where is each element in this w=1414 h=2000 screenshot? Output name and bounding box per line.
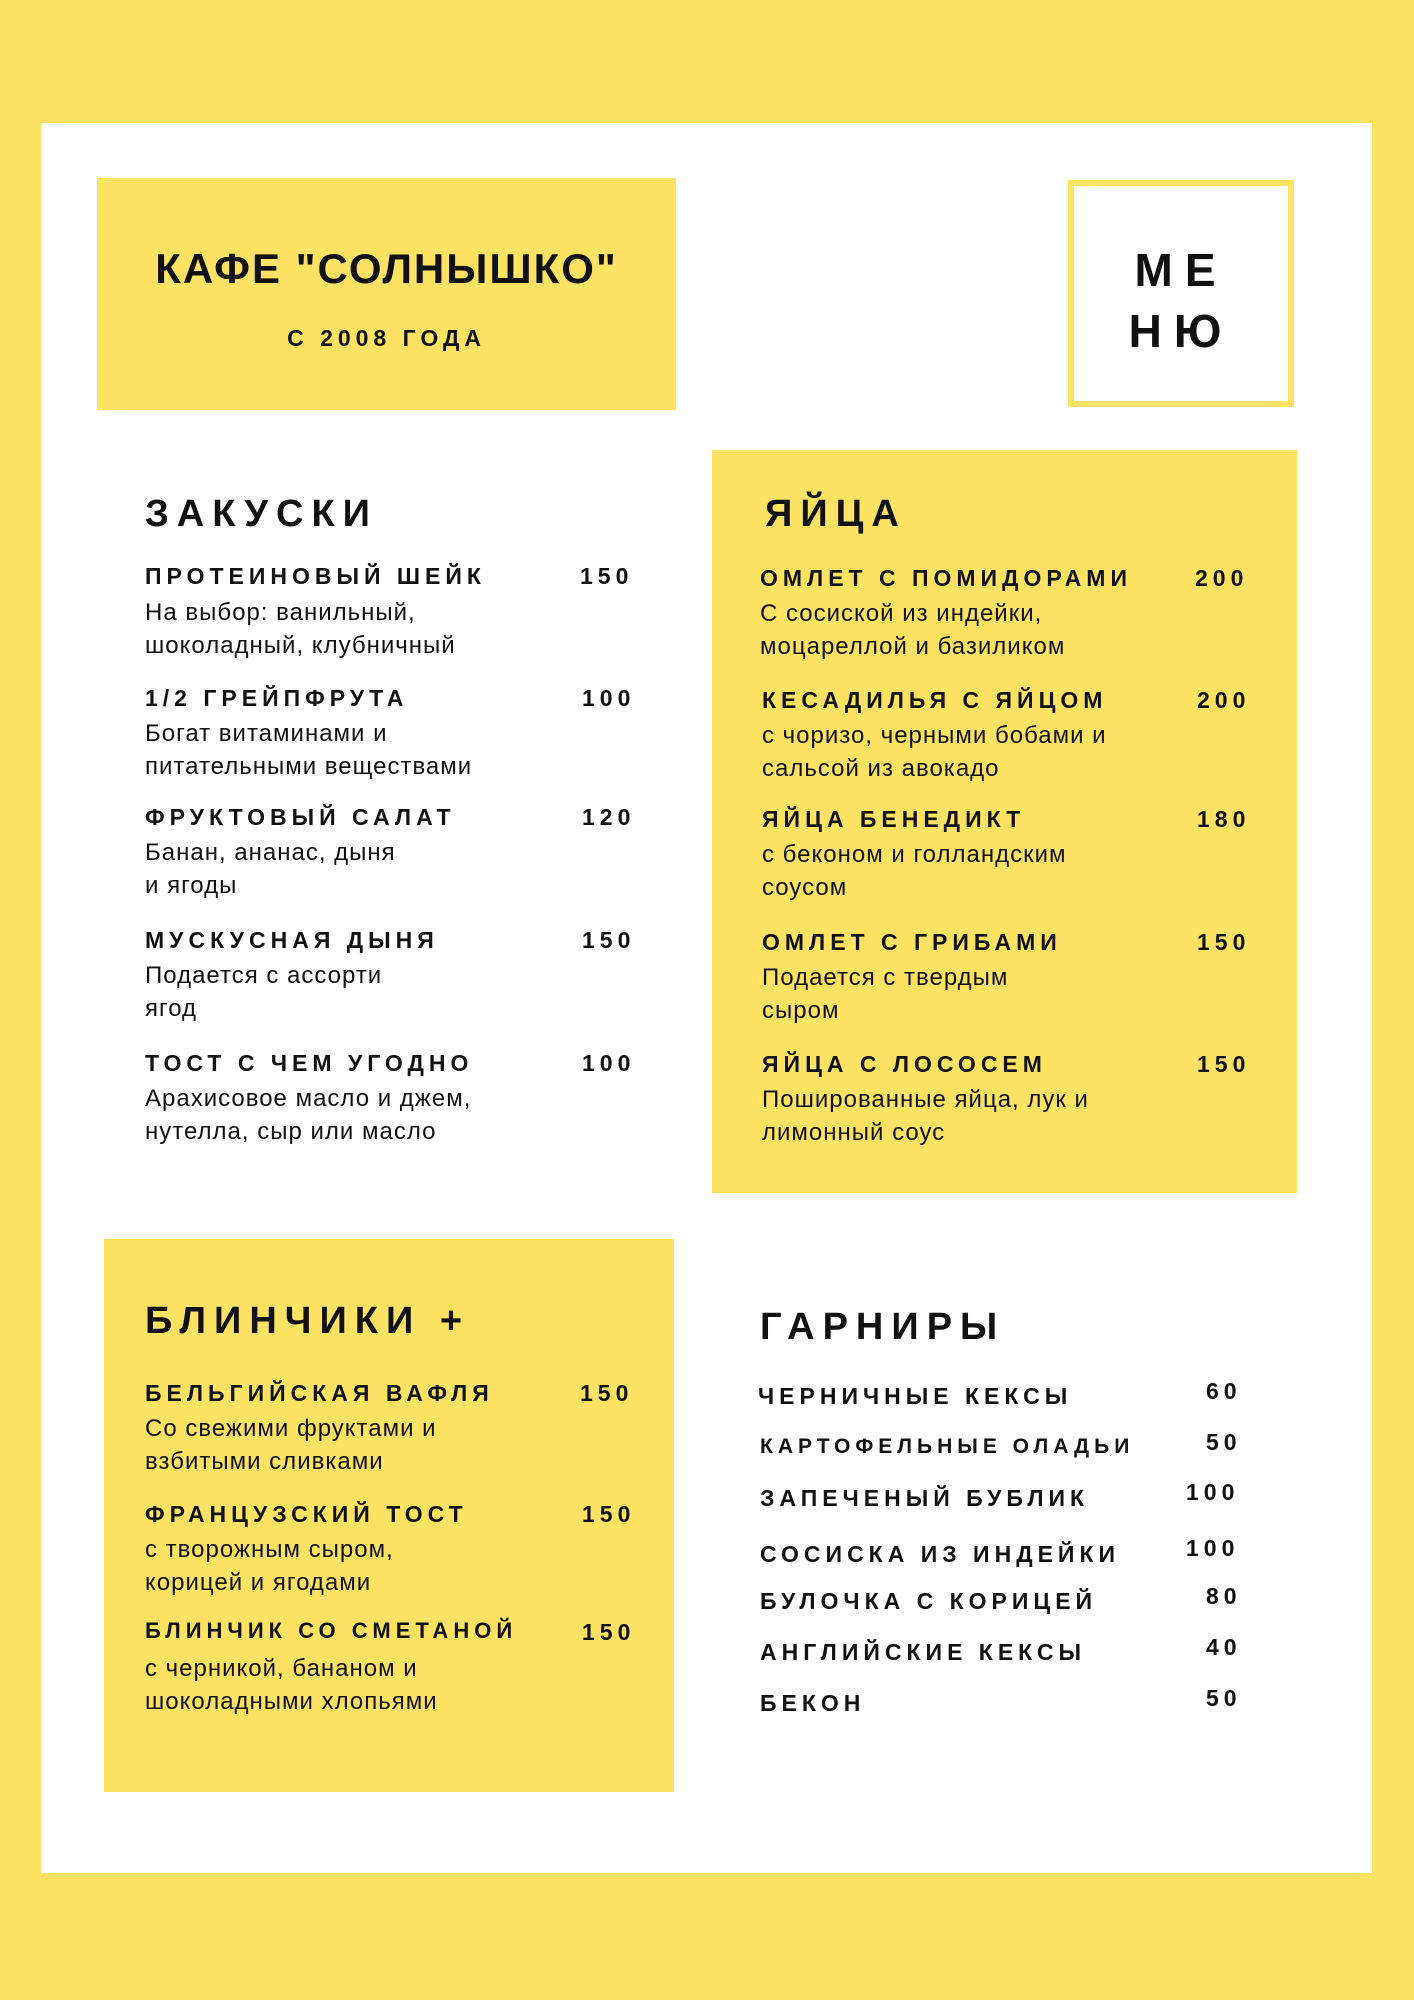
menu-item-name: ОМЛЕТ С ПОМИДОРАМИ bbox=[760, 565, 1132, 591]
brand-panel bbox=[97, 178, 676, 410]
menu-item-description: с черникой, бананом и шоколадными хлопьями bbox=[145, 1655, 438, 1715]
side-item-name: ЗАПЕЧЕНЫЙ БУБЛИК bbox=[760, 1485, 1090, 1511]
menu-badge-line-2: НЮ bbox=[1128, 305, 1234, 357]
menu-item-description: Пошированные яйца, лук и лимонный соус bbox=[762, 1086, 1089, 1146]
side-item-name: АНГЛИЙСКИЕ КЕКСЫ bbox=[760, 1639, 1087, 1665]
side-item-price: 100 bbox=[1186, 1535, 1240, 1561]
menu-item-price: 150 bbox=[582, 927, 636, 953]
menu-item-description: С сосиской из индейки, моцареллой и базиликом bbox=[760, 600, 1066, 660]
section-title-snacks: ЗАКУСКИ bbox=[145, 493, 378, 535]
menu-item-description: Со свежими фруктами и взбитыми сливками bbox=[145, 1415, 437, 1475]
menu-item-name: ПРОТЕИНОВЫЙ ШЕЙК bbox=[145, 563, 486, 589]
menu-badge bbox=[1068, 240, 1294, 362]
menu-item-name: МУСКУСНАЯ ДЫНЯ bbox=[145, 927, 439, 953]
menu-item-price: 150 bbox=[580, 563, 634, 589]
menu-badge-line-1: МЕ bbox=[1134, 244, 1228, 296]
menu-item-description: Банан, ананас, дыня и ягоды bbox=[145, 839, 396, 899]
menu-item-name: ФРУКТОВЫЙ САЛАТ bbox=[145, 804, 456, 830]
menu-item-name: ТОСТ С ЧЕМ УГОДНО bbox=[145, 1050, 474, 1076]
side-item-name: ЧЕРНИЧНЫЕ КЕКСЫ bbox=[758, 1383, 1073, 1409]
side-item-price: 100 bbox=[1186, 1479, 1240, 1505]
menu-item-price: 120 bbox=[582, 804, 636, 830]
menu-item-price: 200 bbox=[1197, 687, 1251, 713]
menu-item-description: Богат витаминами и питательными веществами bbox=[145, 720, 473, 780]
side-item-name: БЕКОН bbox=[760, 1690, 866, 1716]
menu-item-name: ОМЛЕТ С ГРИБАМИ bbox=[762, 929, 1062, 955]
menu-item-description: Подается с твердым сыром bbox=[762, 964, 1009, 1024]
menu-item-price: 150 bbox=[582, 1619, 636, 1645]
side-item-name: КАРТОФЕЛЬНЫЕ ОЛАДЬИ bbox=[760, 1435, 1135, 1458]
menu-item-price: 150 bbox=[1197, 1051, 1251, 1077]
menu-item-name: ЯЙЦА БЕНЕДИКТ bbox=[762, 806, 1026, 832]
menu-item-description: с беконом и голландским соусом bbox=[762, 841, 1067, 901]
menu-item-price: 100 bbox=[582, 1050, 636, 1076]
menu-item-description: с чоризо, черными бобами и сальсой из авокадо bbox=[762, 722, 1107, 782]
menu-item-name: ФРАНЦУЗСКИЙ ТОСТ bbox=[145, 1501, 468, 1527]
side-item-name: СОСИСКА ИЗ ИНДЕЙКИ bbox=[760, 1541, 1121, 1567]
menu-item-name: БЕЛЬГИЙСКАЯ ВАФЛЯ bbox=[145, 1380, 494, 1406]
menu-item-description: На выбор: ванильный, шоколадный, клубничный bbox=[145, 599, 456, 659]
side-item-name: БУЛОЧКА С КОРИЦЕЙ bbox=[760, 1588, 1098, 1614]
menu-item-price: 150 bbox=[580, 1380, 634, 1406]
menu-item-description: с творожным сыром, корицей и ягодами bbox=[145, 1536, 394, 1596]
section-title-pancakes: БЛИНЧИКИ + bbox=[145, 1300, 471, 1342]
menu-item-name: ЯЙЦА С ЛОСОСЕМ bbox=[762, 1051, 1047, 1077]
section-title-sides: ГАРНИРЫ bbox=[760, 1306, 1006, 1348]
menu-item-price: 150 bbox=[582, 1501, 636, 1527]
section-title-eggs: ЯЙЦА bbox=[765, 493, 907, 535]
menu-item-name: КЕСАДИЛЬЯ С ЯЙЦОМ bbox=[762, 687, 1108, 713]
side-item-price: 60 bbox=[1206, 1378, 1242, 1404]
side-item-price: 40 bbox=[1206, 1634, 1242, 1660]
menu-item-description: Подается с ассорти ягод bbox=[145, 962, 383, 1022]
menu-item-name: БЛИНЧИК СО СМЕТАНОЙ bbox=[145, 1618, 518, 1643]
cafe-name: КАФЕ "СОЛНЫШКО" bbox=[155, 245, 618, 292]
cafe-since: С 2008 ГОДА bbox=[287, 325, 486, 351]
side-item-price: 50 bbox=[1206, 1429, 1242, 1455]
menu-item-price: 100 bbox=[582, 685, 636, 711]
menu-item-price: 180 bbox=[1197, 806, 1251, 832]
side-item-price: 80 bbox=[1206, 1583, 1242, 1609]
menu-item-price: 200 bbox=[1195, 565, 1249, 591]
menu-item-description: Арахисовое масло и джем, нутелла, сыр или масло bbox=[145, 1085, 472, 1145]
menu-item-price: 150 bbox=[1197, 929, 1251, 955]
side-item-price: 50 bbox=[1206, 1685, 1242, 1711]
menu-item-name: 1/2 ГРЕЙПФРУТА bbox=[145, 685, 409, 711]
